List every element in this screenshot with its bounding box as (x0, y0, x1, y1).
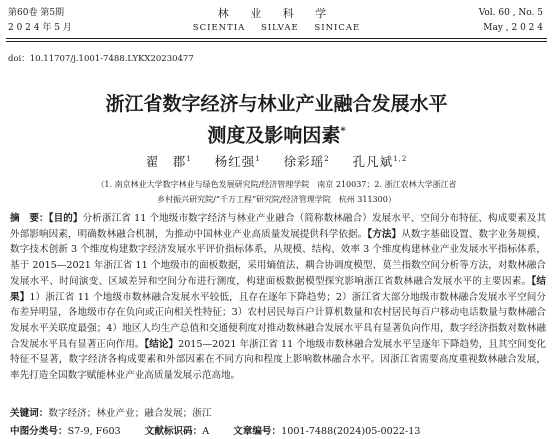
article-id-value: 1001-7488(2024)05-0022-13 (281, 426, 421, 437)
date-cn: 2 0 2 4 年 5 月 (8, 23, 72, 33)
date-en: May , 2 0 2 4 (483, 23, 543, 33)
abstract-section-marker: 【结论】 (144, 338, 179, 350)
author-affil-sup: 1,2 (393, 154, 408, 163)
author-affil-sup: 2 (324, 154, 330, 163)
header-right (479, 6, 543, 36)
header-rule-top (6, 38, 547, 39)
abstract-text: 2015—2021 年浙江省 11 个地级市数林融合发展水平呈逐年下降趋势，且其空间变化特征不显著，数字经济各构成要素和外部因素在不同方向和程度上影响数林融合水平。因浙江省需要高度重视数林融合发展，率先打造全国数字赋能林业产业高质量发展示范高地。 (10, 338, 547, 382)
affiliation-line-1: （1. 南京林业大学数字林业与绿色发展研究院/经济管理学院 南京 210037；2. 浙江农林大学浙江省 (96, 180, 457, 189)
author (146, 154, 192, 169)
journal-name-cn: 林 业 科 学 (217, 7, 336, 20)
author-name: 徐彩瑶 (283, 154, 325, 169)
author-list (0, 152, 553, 170)
keywords-label: 关键词： (10, 408, 49, 419)
header-rule-bottom (6, 41, 547, 42)
abstract (10, 211, 546, 384)
abstract-section-marker: 【方法】 (367, 228, 402, 240)
journal-name-en-word: SINICAE (314, 23, 361, 33)
doc-code-label: 文献标识码： (144, 426, 203, 437)
doi-line[interactable]: doi：10.11707/j.1001-7488.LYKX20230477 (8, 54, 194, 64)
abstract-body (10, 213, 546, 381)
author-affil-sup: 1 (255, 154, 261, 163)
clc-label: 中图分类号： (10, 426, 68, 437)
affiliation-line-2: 乡村振兴研究院/“千万工程”研究院/经济管理学院 杭州 311300） (157, 195, 396, 204)
abstract-section-marker: 【结果】 (10, 275, 547, 303)
author-affil-sup: 1 (186, 154, 192, 163)
title-footnote-marker: * (340, 126, 346, 137)
doc-code-value: A (202, 426, 210, 437)
author-name: 杨红强 (214, 154, 256, 169)
title-line-2-text: 测度及影响因素 (207, 124, 341, 147)
abstract-text: 1）浙江省 11 个地级市数林融合发展水平较低，且存在逐年下降趋势；2）浙江省大部分地级市数林融合发展水平空间分布差异明显，各地级市存在负向或正向相关性特征；3）农村居民每百户计算机数量和农村居民每百户移动电话数量与数林融合发展水平关联度最强；4）地区人均生产总值和交通便利度对推动数林融合发展水平具有显著负向作用，数字经济指数对数林融合发展水平具有显著正向作用。 (10, 291, 547, 350)
title-line-2 (0, 118, 553, 149)
abstract-label: 摘 要： (10, 213, 49, 224)
author (353, 154, 408, 169)
author-name: 翟 郡 (145, 154, 187, 169)
affiliations (0, 177, 553, 207)
author-name: 孔凡斌 (352, 154, 394, 169)
keywords-line (10, 405, 211, 419)
author (284, 154, 330, 169)
volume-issue-en: Vol. 60 , No. 5 (478, 8, 543, 18)
paper-title (0, 90, 553, 149)
classification-line (10, 423, 420, 437)
abstract-section-marker: 【目的】 (48, 213, 83, 224)
author (215, 154, 261, 169)
abstract-text: 从数字基础设置、数字业务规模、数字技术创新 3 个维度构建数字经济发展水平评价指标体系，从规模、结构、效率 3 个维度构建林业产业发展水平指标体系，基于 2015—2021 年浙江省 11 个地级市的面板数据，采用熵值法、耦合协调度模型、莫兰指数空间分析等方法，对数林融合发展水平、时间演变、区域差异和空间分布进行测度，构建面板数据模型探究影响浙江省数林融合发展水平的主要因素。 (10, 228, 547, 287)
abstract-text: 分析浙江省 11 个地级市数字经济与林业产业融合（简称数林融合）发展水平、空间分布特征、构成要素及其外部影响因素，明确数林融合机制，为推动中国林业产业高质量发展提供科学依据。 (10, 213, 547, 240)
clc-value: S7-9, F603 (67, 426, 121, 437)
keywords-text: 数字经济；林业产业；融合发展；浙江 (48, 408, 212, 419)
article-id-label: 文章编号： (233, 426, 282, 437)
journal-name-en-word: SILVAE (260, 23, 299, 33)
journal-header (0, 6, 553, 36)
journal-name-en (0, 21, 553, 36)
journal-name-en-word: SCIENTIA (192, 23, 246, 33)
title-line-1: 浙江省数字经济与林业产业融合发展水平 (105, 93, 448, 115)
volume-issue-cn: 第60卷 第5期 (8, 8, 65, 18)
